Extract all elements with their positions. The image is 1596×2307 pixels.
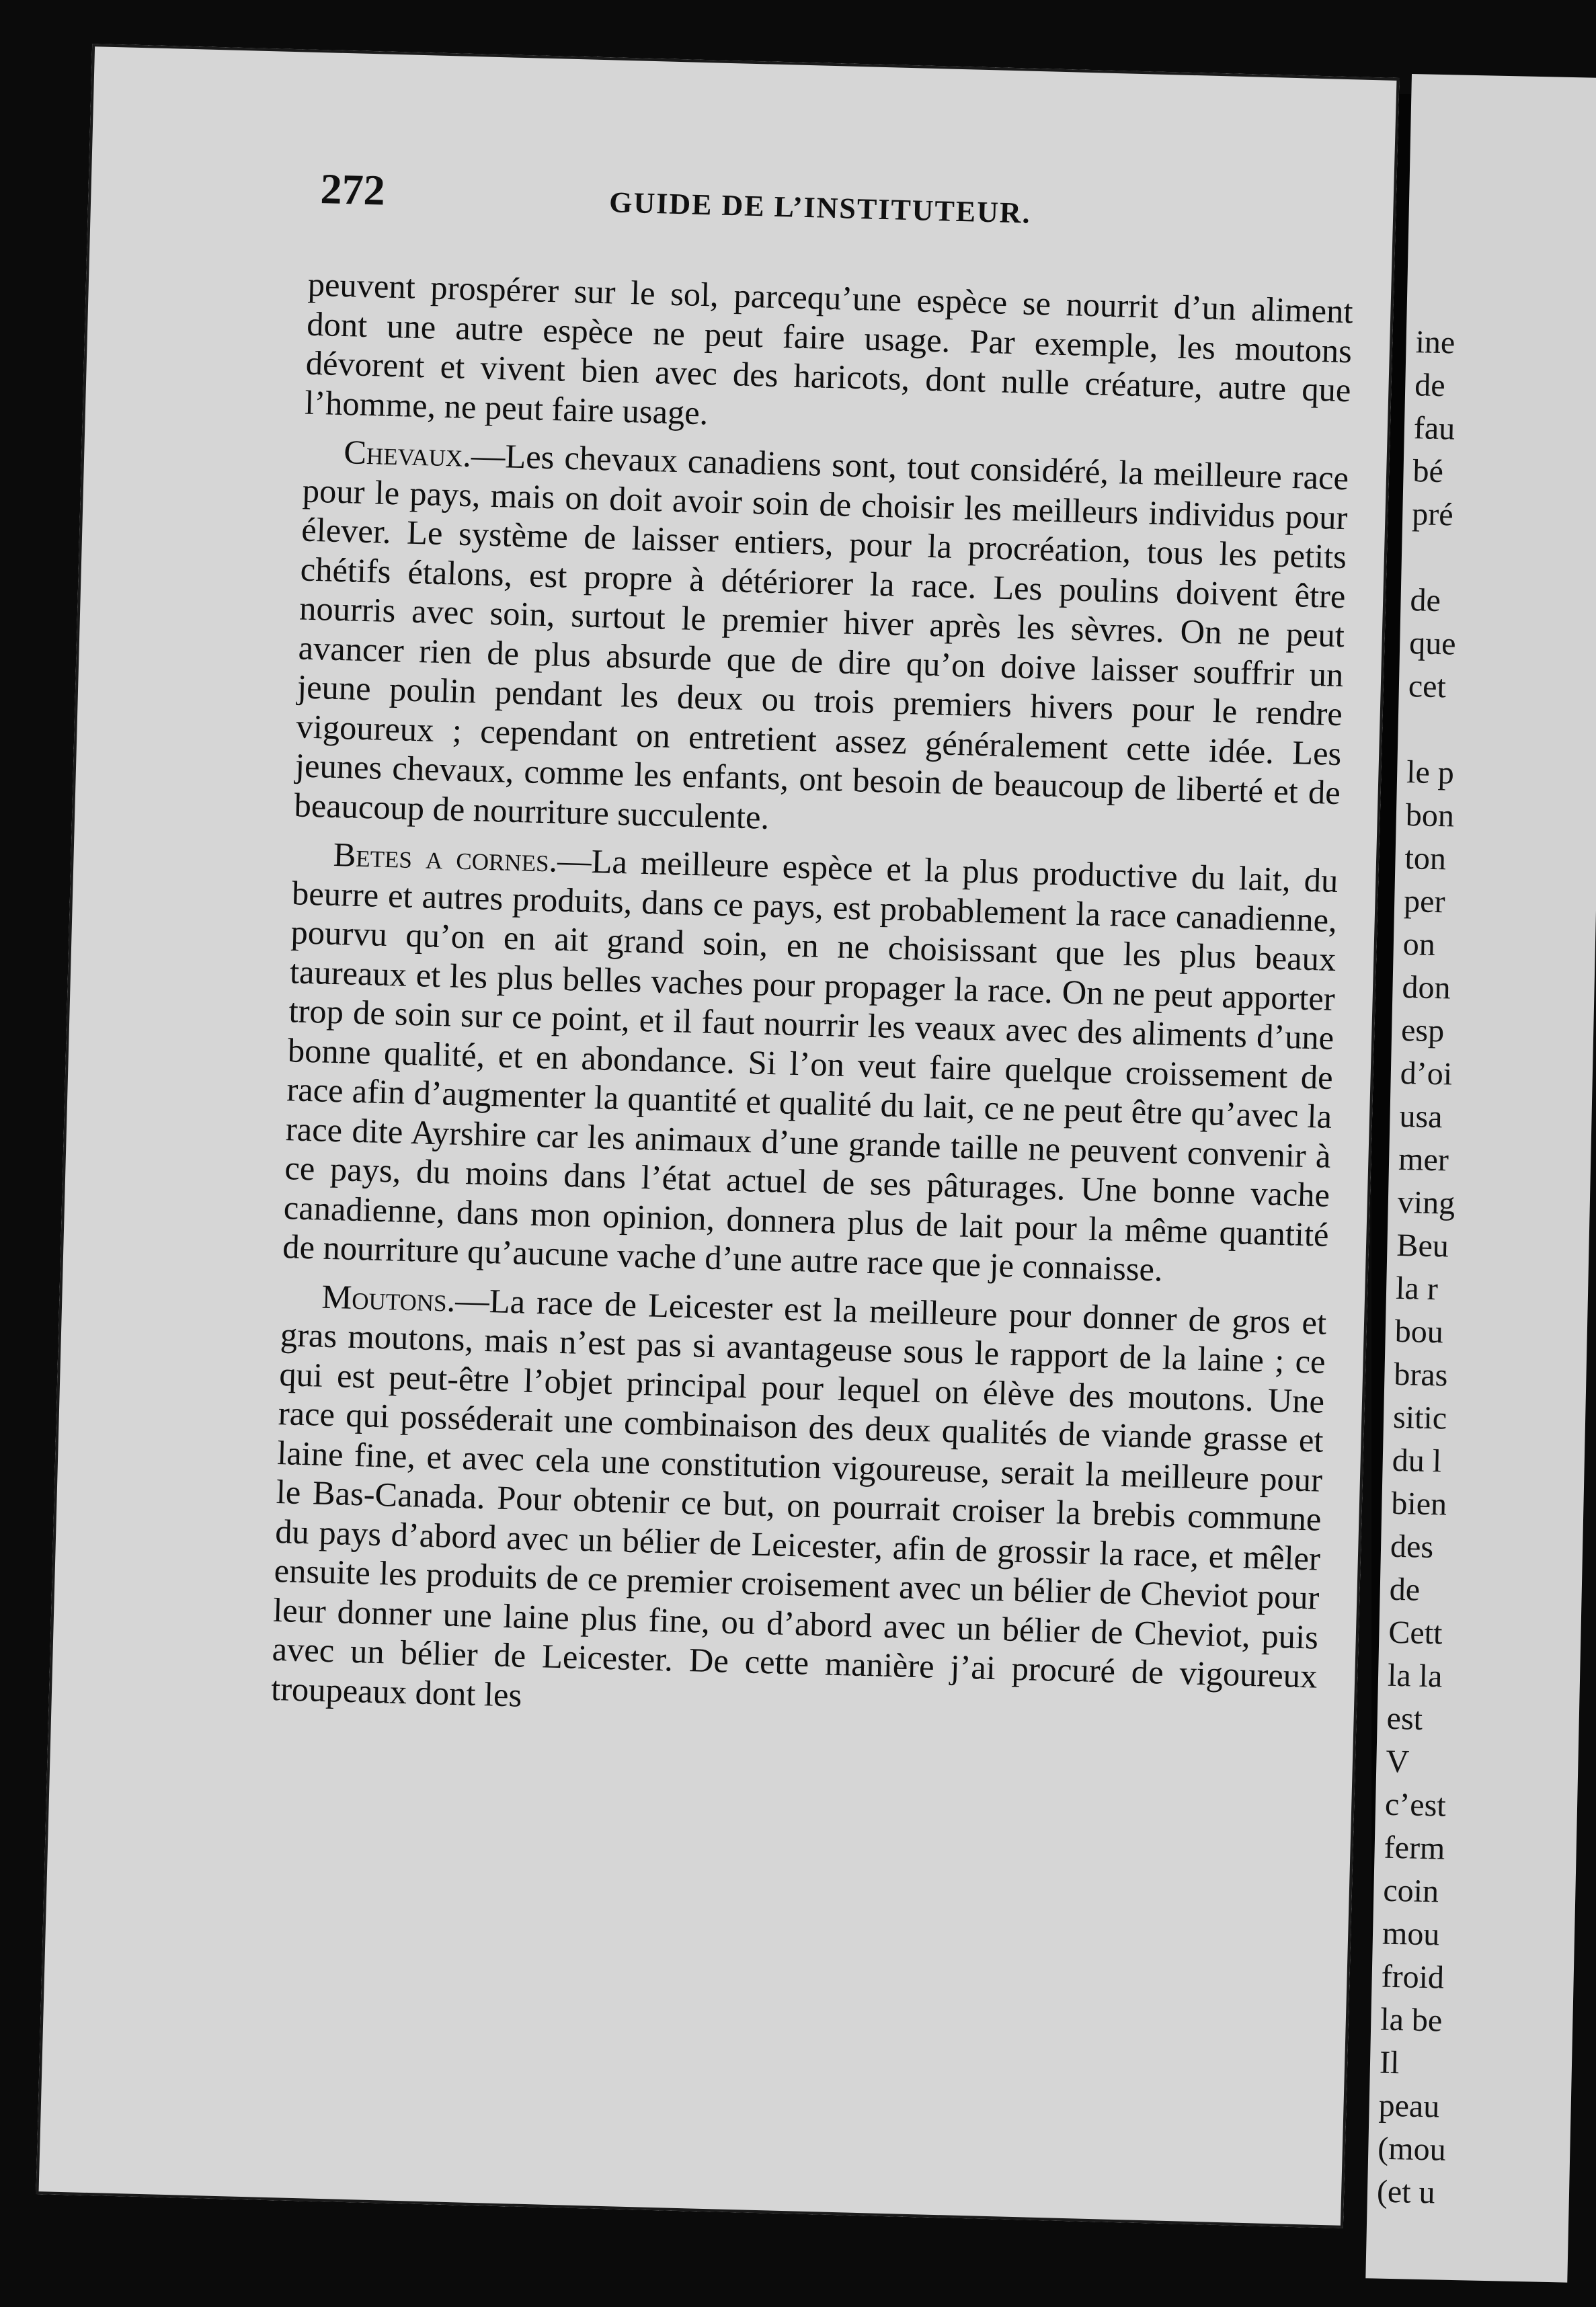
paragraph-betes-a-cornes (282, 834, 1339, 1293)
adjacent-page-line: la la (1387, 1657, 1443, 1695)
adjacent-page-line: (mou (1377, 2130, 1447, 2168)
adjacent-page-line: de (1410, 582, 1441, 619)
adjacent-page-line: ton (1404, 840, 1447, 877)
adjacent-page-line: peau (1378, 2087, 1440, 2125)
paragraph-moutons (270, 1276, 1326, 1736)
adjacent-page-line: Il (1379, 2044, 1400, 2081)
adjacent-page-line: fau (1413, 410, 1455, 447)
adjacent-page-line: Cett (1388, 1614, 1443, 1652)
paragraph-text: peuvent prospérer sur le sol, parcequ’une espèce se nourrit d’un aliment dont une autre espèce ne peut faire usage. Par exemple, les moutons dévorent et vivent bien avec des haricots, dont nulle créature, autre que l’homme, ne peut faire usage. (304, 265, 1354, 432)
adjacent-page-line: des (1390, 1528, 1434, 1566)
page-header (319, 164, 1235, 255)
page-number: 272 (319, 165, 386, 214)
adjacent-page-line: ving (1397, 1184, 1455, 1221)
section-lead-betes-a-cornes: Betes a cornes. (333, 835, 558, 879)
adjacent-page-line: coin (1382, 1872, 1439, 1910)
adjacent-page-line: est (1386, 1700, 1423, 1737)
paragraph-chevaux (294, 432, 1349, 852)
adjacent-page-line: bon (1405, 797, 1455, 834)
adjacent-page-line: pré (1411, 496, 1454, 533)
book-page (36, 44, 1399, 2228)
adjacent-page-line: de (1414, 367, 1446, 404)
running-head: GUIDE DE L’INSTITUTEUR. (608, 186, 1032, 230)
adjacent-page-line: usa (1398, 1098, 1443, 1135)
adjacent-page-line: mer (1398, 1141, 1449, 1178)
paragraph-intro (305, 265, 1354, 450)
adjacent-page-line: que (1408, 625, 1457, 662)
paragraph-text: —Les chevaux canadiens sont, tout considéré, la meilleure race pour le pays, mais on doit avoir soin de choisir les meilleurs individus pour élever. Le système de laisser entiers, pour la procréation, tous les petits chétifs étalons, est propre à détériorer la race. Les poulins doivent être nourris avec soin, surtout le premier hiver après les sèvres. On ne peut avancer rien de plus absurde que de dire qu’on doive laisser souffrir un jeune poulin pendant les deux ou trois premiers hivers pour le rendre vigoureux ; cependant on entretient assez généralement cette idée. Les jeunes chevaux, comme les enfants, ont besoin de beaucoup de liberté et de beaucoup de nourriture succulente. (293, 436, 1349, 836)
adjacent-page-line: on (1402, 926, 1436, 963)
adjacent-page-line: bras (1393, 1356, 1448, 1393)
adjacent-page-line: ferm (1384, 1829, 1445, 1867)
adjacent-page-line: la r (1395, 1270, 1439, 1307)
adjacent-page-line: ine (1415, 324, 1455, 361)
section-lead-chevaux: Chevaux. (343, 433, 472, 475)
adjacent-page-line: (et u (1376, 2173, 1436, 2211)
adjacent-page-line: du l (1392, 1442, 1442, 1480)
adjacent-page-line: le p (1406, 754, 1455, 791)
adjacent-page-line: bou (1394, 1313, 1444, 1350)
paragraph-text: —La race de Leicester est la meilleure pour donner de gros et gras moutons, mais n’est pas si avantageuse sous le rapport de la laine ; ce qui est peut-être l’objet principal pour lequel on élève des moutons. Une race qui posséderait une combinaison des deux qualités de viande grasse et laine fine, et avec cela une constitution vigoureuse, serait la meilleure pour le Bas-Canada. Pour obtenir ce but, on pourrait croiser la brebis commune du pays d’abord avec un bélier de Leicester, afin de grossir la race, et mêler ensuite les produits de ce premier croisement avec un bélier de Cheviot pour leur donner une laine plus fine, ou d’abord avec un bélier de Cheviot, puis avec un bélier de Leicester. De cette manière j’ai procuré de vigoureux troupeaux dont les (270, 1281, 1327, 1714)
adjacent-page-line: V (1385, 1743, 1410, 1780)
adjacent-page-line: d’oi (1400, 1055, 1453, 1092)
adjacent-page-line: cet (1408, 668, 1447, 705)
adjacent-page-line: la be (1380, 2001, 1443, 2039)
section-lead-moutons: Moutons. (321, 1277, 456, 1319)
adjacent-page-line: esp (1400, 1012, 1445, 1049)
adjacent-page-line: per (1403, 883, 1446, 920)
adjacent-page-line: don (1401, 969, 1451, 1006)
adjacent-page-line: froid (1381, 1958, 1445, 1996)
adjacent-page-line: bien (1390, 1485, 1447, 1523)
adjacent-page-line: bé (1412, 453, 1444, 490)
adjacent-page-line: mou (1382, 1915, 1440, 1953)
adjacent-page-line: de (1389, 1571, 1421, 1608)
adjacent-page-line: sitic (1392, 1399, 1447, 1436)
body-text (270, 265, 1353, 1745)
paragraph-text: —La meilleure espèce et la plus productive du lait, du beurre et autres produits, dans ce pays, est probablement la race canadienne, pourvu qu’on en ait grand soin, en ne choisissant que les plus beaux taureaux et les plus belles vaches pour propager la race. On ne peut apporter trop de soin sur ce point, et il faut nourrir les veaux avec des aliments d’une bonne qualité, et en abondance. Si l’on veut faire quelque croissement de race afin d’augmenter la quantité et qualité du lait, ce ne peut être qu’avec la race dite Ayrshire car les animaux d’une grande taille ne peuvent convenir à ce pays, du moins dans l’état actuel de ses pâturages. Une bonne vache canadienne, dans mon opinion, donnera plus de lait pour la même quantité de nourriture qu’aucune vache d’une autre race que je connaisse. (282, 841, 1339, 1289)
adjacent-page-line: Beu (1396, 1227, 1449, 1264)
adjacent-page-line: c’est (1384, 1786, 1447, 1824)
